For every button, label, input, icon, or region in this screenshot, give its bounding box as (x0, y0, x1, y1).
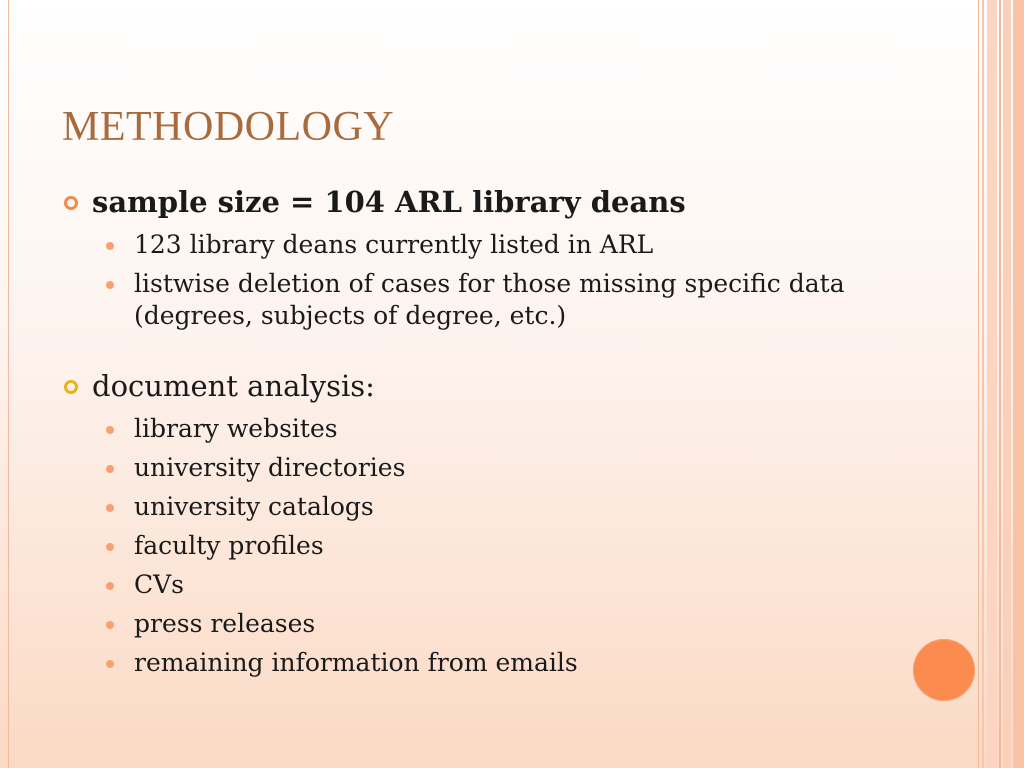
slide-body (62, 182, 862, 679)
dot-bullet-icon (106, 582, 114, 590)
ring-bullet-icon (64, 380, 78, 394)
dot-bullet-icon (106, 543, 114, 551)
decorative-circle-icon (913, 639, 975, 701)
right-decorative-stripes (978, 0, 1024, 768)
left-accent-line (8, 0, 9, 768)
stripe (999, 0, 1001, 768)
dot-bullet-icon (106, 242, 114, 250)
sub-bullet-item (62, 491, 862, 523)
bullet-heading-text: document analysis: (92, 369, 375, 403)
sub-bullet-item (62, 569, 862, 601)
ring-bullet-icon (64, 196, 78, 210)
stripe (1013, 0, 1024, 768)
stripe (987, 0, 997, 768)
dot-bullet-icon (106, 426, 114, 434)
stripe (978, 0, 979, 768)
sub-bullet-text: university catalogs (134, 492, 374, 521)
sub-bullet-text: press releases (134, 609, 316, 638)
dot-bullet-icon (106, 660, 114, 668)
sub-bullet-text: library websites (134, 414, 338, 443)
sub-bullet-list (62, 413, 862, 679)
sub-bullet-item (62, 647, 862, 679)
sub-bullet-text: remaining information from emails (134, 648, 578, 677)
sub-bullet-text: CVs (134, 570, 185, 599)
bullet-group (62, 182, 862, 332)
sub-bullet-item (62, 413, 862, 445)
dot-bullet-icon (106, 281, 114, 289)
sub-bullet-text: 123 library deans currently listed in ARL (134, 230, 654, 259)
sub-bullet-item (62, 268, 862, 332)
bullet-heading-text: sample size = 104 ARL library deans (92, 185, 686, 219)
dot-bullet-icon (106, 504, 114, 512)
sub-bullet-item (62, 530, 862, 562)
sub-bullet-item (62, 608, 862, 640)
stripe (1003, 0, 1011, 768)
sub-bullet-item (62, 229, 862, 261)
sub-bullet-item (62, 452, 862, 484)
slide-title: METHODOLOGY (62, 104, 395, 150)
bullet-heading (62, 182, 862, 222)
dot-bullet-icon (106, 465, 114, 473)
sub-bullet-text: listwise deletion of cases for those missing specific data (degrees, subjects of degree, etc.) (134, 269, 845, 330)
sub-bullet-text: university directories (134, 453, 406, 482)
sub-bullet-list (62, 229, 862, 332)
dot-bullet-icon (106, 621, 114, 629)
bullet-heading (62, 366, 862, 406)
bullet-group (62, 366, 862, 679)
stripe (982, 0, 984, 768)
sub-bullet-text: faculty profiles (134, 531, 324, 560)
